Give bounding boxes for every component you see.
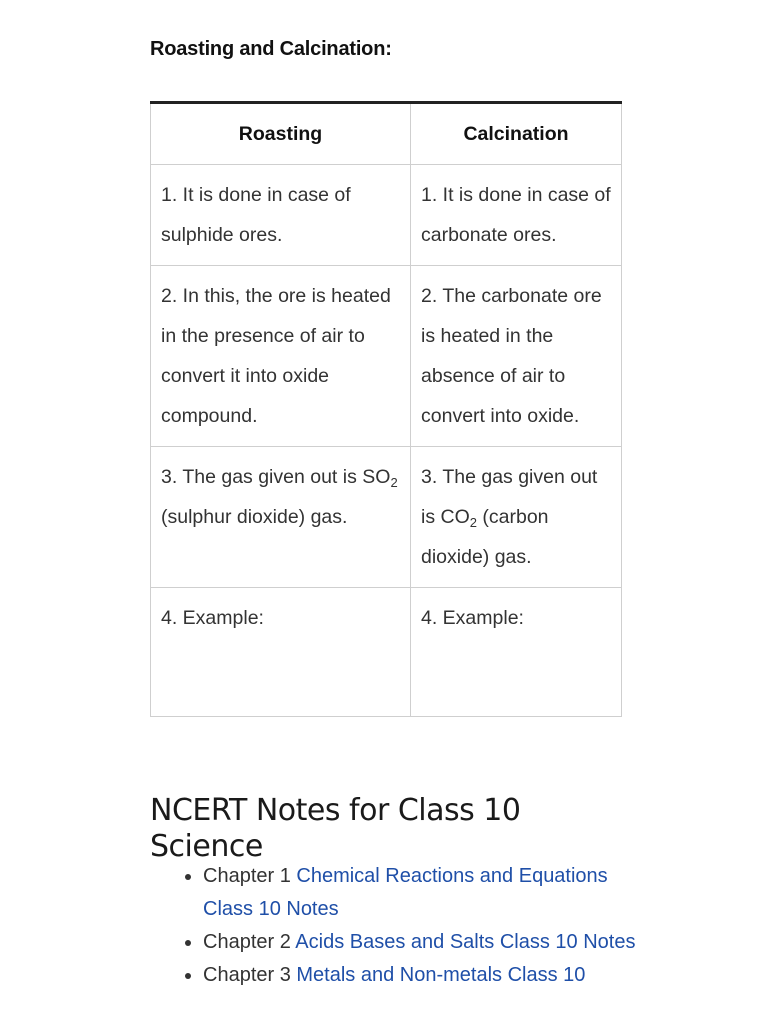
table-cell-calcination: 4. Example: xyxy=(411,588,622,717)
list-item xyxy=(203,959,643,992)
chapter-prefix: Chapter 2 xyxy=(203,931,296,953)
table-row xyxy=(151,447,622,588)
chapter-prefix: Chapter 3 xyxy=(203,964,297,986)
formula-base: SO xyxy=(362,466,391,488)
formula-subscript: 2 xyxy=(390,475,398,490)
notes-section-title: NCERT Notes for Class 10 Science xyxy=(150,792,521,864)
table-cell-calcination: 2. The carbonate ore is heated in the absence of air to convert into oxide. xyxy=(411,266,622,447)
table-row xyxy=(151,266,622,447)
formula-base: CO xyxy=(440,506,470,528)
comparison-table xyxy=(150,101,622,717)
cell-text: (sulphur dioxide) gas. xyxy=(161,506,348,528)
table-cell-roasting: 4. Example: xyxy=(151,588,411,717)
chapter-link[interactable]: Acids Bases and Salts Class 10 Notes xyxy=(295,931,636,953)
formula-subscript: 2 xyxy=(469,515,477,530)
chapter-prefix: Chapter 1 xyxy=(203,865,297,887)
cell-text: 3. The gas given out is xyxy=(161,466,363,488)
table-header-row xyxy=(151,103,622,165)
table-cell-roasting: 2. In this, the ore is heated in the presence of air to convert it into oxide compound. xyxy=(151,266,411,447)
table-cell-roasting: 1. It is done in case of sulphide ores. xyxy=(151,165,411,266)
cell-text: (carbon dioxide) gas. xyxy=(421,506,549,568)
column-header-roasting: Roasting xyxy=(151,103,411,165)
table-row xyxy=(151,165,622,266)
list-item xyxy=(203,926,643,959)
chapter-link[interactable]: Chemical Reactions and Equations Class 10 Notes xyxy=(203,865,608,920)
chapter-list xyxy=(184,860,643,992)
table-cell-calcination: 1. It is done in case of carbonate ores. xyxy=(411,165,622,266)
chapter-link[interactable]: Metals and Non-metals Class 10 xyxy=(296,964,586,986)
table-cell-calcination xyxy=(411,447,622,588)
section-heading: Roasting and Calcination: xyxy=(150,38,392,60)
table-cell-roasting xyxy=(151,447,411,588)
list-item xyxy=(203,860,643,926)
table-row xyxy=(151,588,622,717)
column-header-calcination: Calcination xyxy=(411,103,622,165)
cell-text: 3. The gas given out is xyxy=(421,466,598,528)
